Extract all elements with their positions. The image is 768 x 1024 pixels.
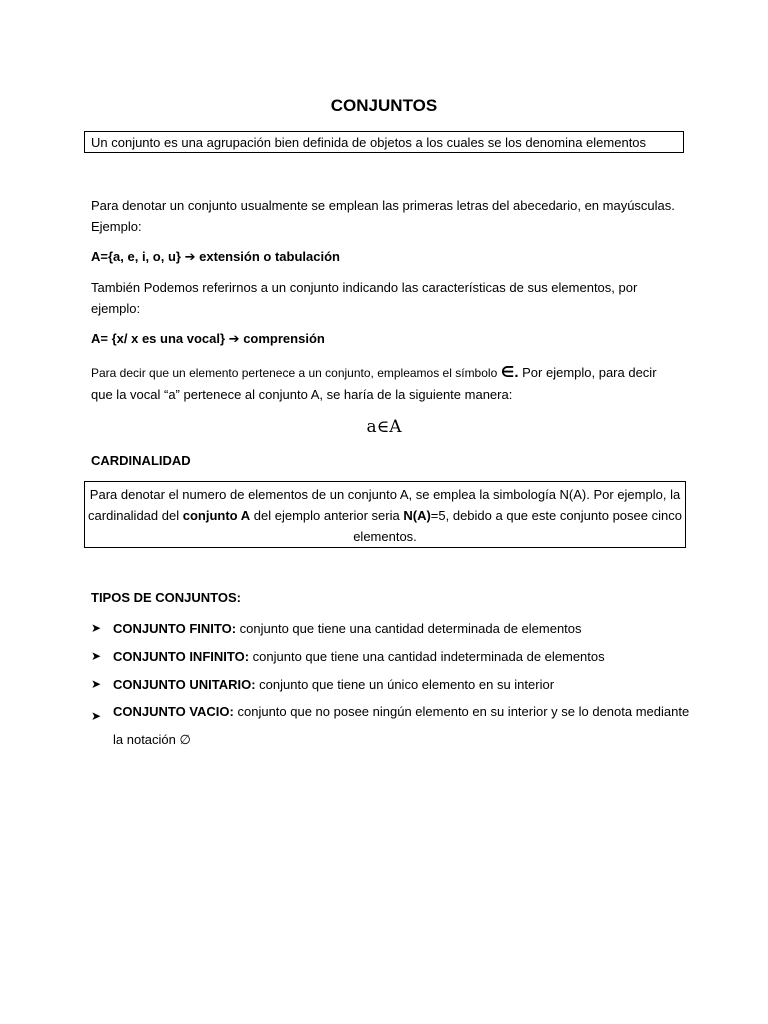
list-item <box>91 698 691 754</box>
example-comprehension <box>91 328 681 349</box>
list-item <box>91 618 691 639</box>
tipo-desc: conjunto que tiene un único elemento en su interior <box>259 677 555 692</box>
cardinalidad-text-3: =5, debido a que este conjunto posee cinco elementos. <box>353 508 682 544</box>
element-of-symbol: ∈. <box>500 364 519 381</box>
arrow-bullet-icon: ➤ <box>91 621 102 635</box>
paragraph-characteristics: También Podemos referirnos a un conjunto indicando las características de sus elementos, por ejemplo: <box>91 280 638 316</box>
cardinalidad-heading: CARDINALIDAD <box>91 453 191 468</box>
tipo-name: CONJUNTO UNITARIO: <box>113 677 256 692</box>
tipo-desc: conjunto que tiene una cantidad determinada de elementos <box>239 621 582 636</box>
membership-text-rest: Por ejemplo, para decir que la vocal “a” pertenece al conjunto A, se haría de la siguiente manera: <box>91 365 657 402</box>
tipos-heading: TIPOS DE CONJUNTOS: <box>91 590 242 605</box>
cardinalidad-bold-na: N(A) <box>403 508 431 523</box>
cardinalidad-text-1: Para denotar el numero de elementos de un conjunto A, se emplea la simbología N(A). Por ejemplo, la cardinalidad del <box>88 487 681 523</box>
cardinalidad-box <box>84 481 686 548</box>
tipo-desc: conjunto que no posee ningún elemento en su interior y se lo denota mediante la notación ∅ <box>113 704 690 747</box>
definition-box: Un conjunto es una agrupación bien definida de objetos a los cuales se los denomina elementos <box>84 131 684 153</box>
arrow-right-icon: ➔ <box>184 249 196 264</box>
tipo-name: CONJUNTO VACIO: <box>113 704 234 719</box>
example-extension-label: extensión o tabulación <box>199 249 340 264</box>
list-item <box>91 646 691 667</box>
arrow-bullet-icon: ➤ <box>91 677 102 691</box>
tipo-name: CONJUNTO FINITO: <box>113 621 237 636</box>
paragraph-notation: Para denotar un conjunto usualmente se emplean las primeras letras del abecedario, en mayúsculas. Ejemplo: <box>91 198 675 234</box>
membership-text-intro: Para decir que un elemento pertenece a un conjunto, empleamos el símbolo <box>91 366 498 380</box>
arrow-bullet-icon: ➤ <box>91 649 102 663</box>
arrow-right-icon: ➔ <box>228 331 240 346</box>
list-item <box>91 674 691 695</box>
paragraph-membership <box>91 362 681 405</box>
example-comprehension-set: A= {x/ x es una vocal} <box>91 331 226 346</box>
example-extension-set: A={a, e, i, o, u} <box>91 249 181 264</box>
cardinalidad-bold-set: conjunto A <box>182 508 251 523</box>
tipos-list <box>91 618 691 761</box>
page-title: CONJUNTOS <box>330 96 438 115</box>
membership-formula: a∈A <box>366 417 402 437</box>
tipo-desc: conjunto que tiene una cantidad indeterminada de elementos <box>252 649 605 664</box>
tipo-name: CONJUNTO INFINITO: <box>113 649 250 664</box>
cardinalidad-text-2: del ejemplo anterior seria <box>253 508 400 523</box>
example-extension <box>91 246 681 267</box>
example-comprehension-label: comprensión <box>243 331 325 346</box>
arrow-bullet-icon: ➤ <box>91 709 102 723</box>
